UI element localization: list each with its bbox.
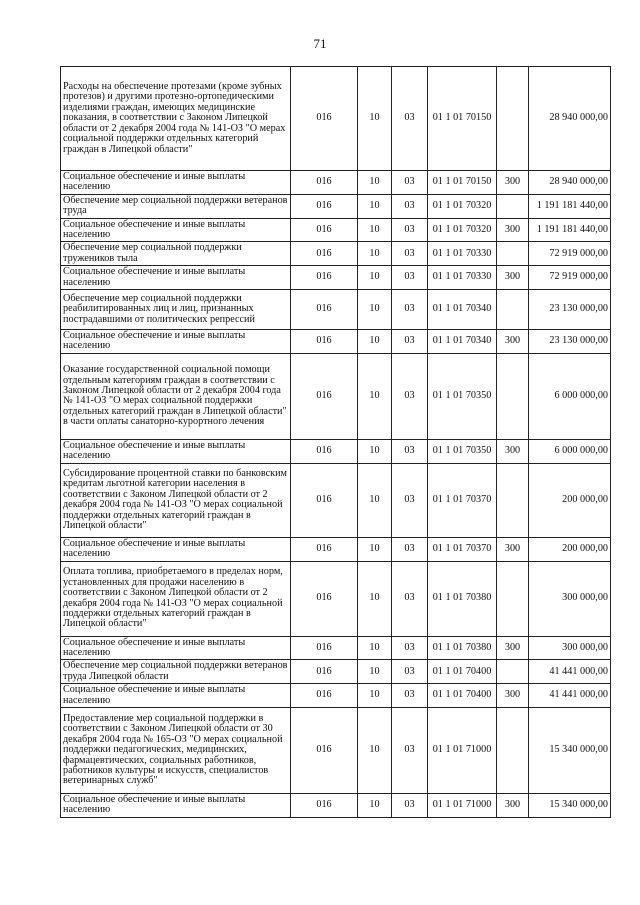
row-section-code: 10 <box>358 330 392 354</box>
row-name: Обеспечение мер социальной поддержки реабилитированных лиц и лиц, признанных пострадавшими от политических репрессий <box>61 290 291 330</box>
row-ministry-code: 016 <box>291 266 358 290</box>
row-target-code: 01 1 01 71000 <box>428 793 497 817</box>
row-target-code: 01 1 01 70370 <box>428 537 497 561</box>
row-subsection-code: 03 <box>392 636 428 660</box>
row-subsection-code: 03 <box>392 660 428 684</box>
row-subsection-code: 03 <box>392 463 428 537</box>
row-ministry-code: 016 <box>291 67 358 171</box>
table-row <box>61 707 611 793</box>
row-amount: 41 441 000,00 <box>529 660 611 684</box>
row-section-code: 10 <box>358 353 392 439</box>
table-row <box>61 684 611 708</box>
row-amount: 28 940 000,00 <box>529 67 611 171</box>
row-ministry-code: 016 <box>291 171 358 195</box>
row-name: Социальное обеспечение и иные выплаты населению <box>61 636 291 660</box>
row-ministry-code: 016 <box>291 636 358 660</box>
row-expense-kind: 300 <box>497 537 529 561</box>
row-name: Социальное обеспечение и иные выплаты населению <box>61 218 291 242</box>
row-expense-kind: 300 <box>497 793 529 817</box>
row-expense-kind: 300 <box>497 330 529 354</box>
row-expense-kind: 300 <box>497 266 529 290</box>
row-target-code: 01 1 01 70340 <box>428 290 497 330</box>
row-expense-kind <box>497 463 529 537</box>
row-name: Субсидирование процентной ставки по банковским кредитам льготной категории населения в соответствии с Законом Липецкой области от 2 декабря 2004 года № 141-ОЗ "О мерах социальной поддержки отдельных категорий граждан в Липецкой области" <box>61 463 291 537</box>
row-ministry-code: 016 <box>291 707 358 793</box>
table-row <box>61 537 611 561</box>
row-expense-kind <box>497 194 529 218</box>
row-expense-kind: 300 <box>497 171 529 195</box>
row-target-code: 01 1 01 70330 <box>428 242 497 266</box>
table-row <box>61 330 611 354</box>
row-name: Социальное обеспечение и иные выплаты населению <box>61 793 291 817</box>
row-subsection-code: 03 <box>392 439 428 463</box>
row-expense-kind <box>497 67 529 171</box>
row-name: Расходы на обеспечение протезами (кроме зубных протезов) и другими протезно-ортопедическими изделиями граждан, имеющих медицинские показания, в соответствии с Законом Липецкой области от 2 декабря 2004 года № 141-ОЗ "О мерах социальной поддержки отдельных категорий граждан в Липецкой области" <box>61 67 291 171</box>
budget-table-body <box>61 67 611 818</box>
table-row <box>61 290 611 330</box>
row-section-code: 10 <box>358 537 392 561</box>
row-expense-kind <box>497 290 529 330</box>
row-section-code: 10 <box>358 194 392 218</box>
row-ministry-code: 016 <box>291 218 358 242</box>
table-row <box>61 353 611 439</box>
row-section-code: 10 <box>358 171 392 195</box>
row-ministry-code: 016 <box>291 793 358 817</box>
row-ministry-code: 016 <box>291 242 358 266</box>
row-amount: 23 130 000,00 <box>529 290 611 330</box>
row-expense-kind <box>497 242 529 266</box>
row-section-code: 10 <box>358 463 392 537</box>
row-section-code: 10 <box>358 67 392 171</box>
row-name: Предоставление мер социальной поддержки в соответствии с Законом Липецкой области от 30 декабря 2004 года № 165-ОЗ "О мерах социальной поддержки педагогических, медицинских, фармацевтических, социальных работников, работников культуры и искусств, специалистов ветеринарных служб" <box>61 707 291 793</box>
row-amount: 41 441 000,00 <box>529 684 611 708</box>
table-row <box>61 660 611 684</box>
row-expense-kind: 300 <box>497 636 529 660</box>
row-name: Обеспечение мер социальной поддержки ветеранов труда Липецкой области <box>61 660 291 684</box>
row-name: Социальное обеспечение и иные выплаты населению <box>61 266 291 290</box>
row-ministry-code: 016 <box>291 660 358 684</box>
row-amount: 200 000,00 <box>529 463 611 537</box>
row-amount: 6 000 000,00 <box>529 353 611 439</box>
row-target-code: 01 1 01 70340 <box>428 330 497 354</box>
row-section-code: 10 <box>358 242 392 266</box>
row-section-code: 10 <box>358 793 392 817</box>
row-target-code: 01 1 01 70350 <box>428 439 497 463</box>
table-row <box>61 463 611 537</box>
row-name: Социальное обеспечение и иные выплаты населению <box>61 171 291 195</box>
row-subsection-code: 03 <box>392 330 428 354</box>
table-row <box>61 266 611 290</box>
row-amount: 6 000 000,00 <box>529 439 611 463</box>
row-amount: 200 000,00 <box>529 537 611 561</box>
row-name: Обеспечение мер социальной поддержки ветеранов труда <box>61 194 291 218</box>
row-subsection-code: 03 <box>392 290 428 330</box>
row-expense-kind <box>497 707 529 793</box>
row-target-code: 01 1 01 70330 <box>428 266 497 290</box>
row-amount: 15 340 000,00 <box>529 793 611 817</box>
row-expense-kind: 300 <box>497 439 529 463</box>
row-ministry-code: 016 <box>291 561 358 636</box>
row-target-code: 01 1 01 70150 <box>428 171 497 195</box>
row-section-code: 10 <box>358 218 392 242</box>
row-expense-kind <box>497 660 529 684</box>
row-expense-kind <box>497 353 529 439</box>
row-ministry-code: 016 <box>291 439 358 463</box>
row-section-code: 10 <box>358 439 392 463</box>
row-target-code: 01 1 01 70400 <box>428 660 497 684</box>
table-row <box>61 67 611 171</box>
row-section-code: 10 <box>358 636 392 660</box>
budget-table <box>60 66 611 818</box>
row-amount: 300 000,00 <box>529 636 611 660</box>
table-row <box>61 561 611 636</box>
table-row <box>61 218 611 242</box>
row-name: Оказание государственной социальной помощи отдельным категориям граждан в соответствии с Законом Липецкой области от 2 декабря 2004 года № 141-ОЗ "О мерах социальной поддержки отдельных категорий граждан в Липецкой области" в части оплаты санаторно-курортного лечения <box>61 353 291 439</box>
row-ministry-code: 016 <box>291 463 358 537</box>
row-amount: 72 919 000,00 <box>529 242 611 266</box>
row-ministry-code: 016 <box>291 194 358 218</box>
table-row <box>61 439 611 463</box>
row-section-code: 10 <box>358 290 392 330</box>
row-amount: 28 940 000,00 <box>529 171 611 195</box>
row-subsection-code: 03 <box>392 266 428 290</box>
row-amount: 1 191 181 440,00 <box>529 194 611 218</box>
page-number: 71 <box>313 36 327 51</box>
row-name: Социальное обеспечение и иные выплаты населению <box>61 537 291 561</box>
row-target-code: 01 1 01 70150 <box>428 67 497 171</box>
row-target-code: 01 1 01 71000 <box>428 707 497 793</box>
row-target-code: 01 1 01 70370 <box>428 463 497 537</box>
row-amount: 23 130 000,00 <box>529 330 611 354</box>
row-ministry-code: 016 <box>291 537 358 561</box>
row-subsection-code: 03 <box>392 67 428 171</box>
row-section-code: 10 <box>358 684 392 708</box>
row-ministry-code: 016 <box>291 330 358 354</box>
row-target-code: 01 1 01 70320 <box>428 194 497 218</box>
row-subsection-code: 03 <box>392 793 428 817</box>
row-target-code: 01 1 01 70380 <box>428 636 497 660</box>
row-section-code: 10 <box>358 660 392 684</box>
row-ministry-code: 016 <box>291 290 358 330</box>
table-row <box>61 793 611 817</box>
row-amount: 72 919 000,00 <box>529 266 611 290</box>
table-row <box>61 636 611 660</box>
row-ministry-code: 016 <box>291 684 358 708</box>
row-subsection-code: 03 <box>392 242 428 266</box>
row-section-code: 10 <box>358 707 392 793</box>
row-target-code: 01 1 01 70400 <box>428 684 497 708</box>
table-row <box>61 194 611 218</box>
row-name: Социальное обеспечение и иные выплаты населению <box>61 330 291 354</box>
row-section-code: 10 <box>358 266 392 290</box>
row-name: Обеспечение мер социальной поддержки тружеников тыла <box>61 242 291 266</box>
row-target-code: 01 1 01 70380 <box>428 561 497 636</box>
row-target-code: 01 1 01 70350 <box>428 353 497 439</box>
row-subsection-code: 03 <box>392 561 428 636</box>
row-expense-kind <box>497 561 529 636</box>
row-amount: 1 191 181 440,00 <box>529 218 611 242</box>
row-name: Оплата топлива, приобретаемого в пределах норм, установленных для продажи населению в соответствии с Законом Липецкой области от 2 декабря 2004 года № 141-ОЗ "О мерах социальной поддержки отдельных категорий граждан в Липецкой области" <box>61 561 291 636</box>
row-ministry-code: 016 <box>291 353 358 439</box>
row-subsection-code: 03 <box>392 171 428 195</box>
row-section-code: 10 <box>358 561 392 636</box>
row-subsection-code: 03 <box>392 684 428 708</box>
table-row <box>61 171 611 195</box>
row-subsection-code: 03 <box>392 707 428 793</box>
row-target-code: 01 1 01 70320 <box>428 218 497 242</box>
table-row <box>61 242 611 266</box>
row-amount: 300 000,00 <box>529 561 611 636</box>
row-subsection-code: 03 <box>392 537 428 561</box>
row-expense-kind: 300 <box>497 218 529 242</box>
row-expense-kind: 300 <box>497 684 529 708</box>
row-name: Социальное обеспечение и иные выплаты населению <box>61 439 291 463</box>
row-subsection-code: 03 <box>392 194 428 218</box>
row-amount: 15 340 000,00 <box>529 707 611 793</box>
row-subsection-code: 03 <box>392 218 428 242</box>
row-subsection-code: 03 <box>392 353 428 439</box>
row-name: Социальное обеспечение и иные выплаты населению <box>61 684 291 708</box>
